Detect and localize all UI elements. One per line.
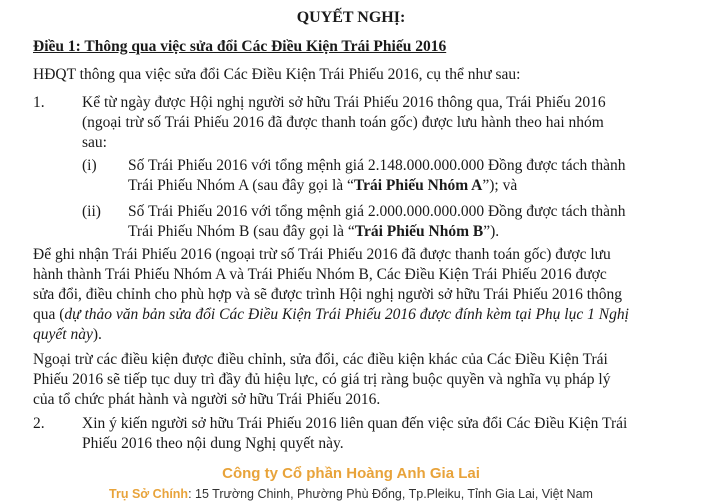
item-2-line: Xin ý kiến người sở hữu Trái Phiếu 2016 liên quan đến việc sửa đổi Các Điều Kiện Trái (82, 415, 628, 432)
paragraph-line (33, 305, 629, 325)
text-run: qua ( (33, 306, 65, 323)
sub-item-ii-line (128, 222, 499, 242)
defined-term: Trái Phiếu Nhóm A (353, 177, 483, 194)
paragraph-line: sửa đổi, điều chỉnh cho phù hợp và sẽ được trình Hội nghị người sở hữu Trái Phiếu 2016 thông (33, 286, 623, 303)
paragraph-line: Ngoại trừ các điều kiện được điều chỉnh, sửa đổi, các điều kiện khác của Các Điều Kiện Trái (33, 351, 608, 368)
italic-note: quyết này (33, 326, 93, 343)
paragraph-line: Phiếu 2016 sẽ tiếp tục duy trì đầy đủ hiệu lực, có giá trị ràng buộc quyền và nghĩa vụ pháp lý (33, 371, 611, 388)
item-2-line: Phiếu 2016 theo nội dung Nghị quyết này. (82, 435, 344, 452)
item-2-number: 2. (33, 415, 45, 432)
paragraph-line: hành thành Trái Phiếu Nhóm A và Trái Phiếu Nhóm B, Các Điều Kiện Trái Phiếu 2016 được (33, 266, 607, 283)
address-label: Trụ Sở Chính (109, 487, 189, 501)
footer-address (0, 484, 702, 504)
item-1-line: Kể từ ngày được Hội nghị người sở hữu Trái Phiếu 2016 thông qua, Trái Phiếu 2016 (82, 94, 606, 111)
footer-company-name: Công ty Cổ phần Hoàng Anh Gia Lai (222, 465, 480, 482)
item-1-line: sau: (82, 134, 107, 151)
italic-note: dự thảo văn bản sửa đổi Các Điều Kiện Trái Phiếu 2016 được đính kèm tại Phụ lục 1 Nghị (64, 306, 629, 323)
sub-item-i-line (128, 176, 517, 196)
paragraph-line: của tổ chức phát hành và người sở hữu Trái Phiếu 2016. (33, 391, 381, 408)
text-run: ”); và (482, 177, 518, 194)
text-run: ”). (483, 223, 500, 240)
text-run: Trái Phiếu Nhóm A (sau đây gọi là “ (128, 177, 354, 194)
defined-term: Trái Phiếu Nhóm B (354, 223, 484, 240)
text-run: Trái Phiếu Nhóm B (sau đây gọi là “ (128, 223, 355, 240)
paragraph-line: Để ghi nhận Trái Phiếu 2016 (ngoại trừ số Trái Phiếu 2016 đã được thanh toán gốc) được lưu (33, 246, 611, 263)
sub-item-ii-number: (ii) (82, 203, 101, 220)
address-value: : 15 Trường Chinh, Phường Phù Đổng, Tp.Pleiku, Tỉnh Gia Lai, Việt Nam (188, 487, 593, 501)
paragraph-line (33, 325, 102, 345)
article-heading: Điều 1: Thông qua việc sửa đổi Các Điều Kiện Trái Phiếu 2016 (33, 38, 447, 55)
item-1-line: (ngoại trừ số Trái Phiếu 2016 đã được thanh toán gốc) được lưu hành theo hai nhóm (82, 114, 604, 131)
intro-paragraph: HĐQT thông qua việc sửa đổi Các Điều Kiện Trái Phiếu 2016, cụ thể như sau: (33, 66, 521, 83)
sub-item-i-number: (i) (82, 157, 97, 174)
item-1-number: 1. (33, 94, 45, 111)
page-title: QUYẾT NGHỊ: (296, 9, 406, 26)
sub-item-ii-line: Số Trái Phiếu 2016 với tổng mệnh giá 2.000.000.000.000 Đồng được tách thành (128, 203, 626, 220)
text-run: ). (92, 326, 102, 343)
sub-item-i-line: Số Trái Phiếu 2016 với tổng mệnh giá 2.148.000.000.000 Đồng được tách thành (128, 157, 626, 174)
